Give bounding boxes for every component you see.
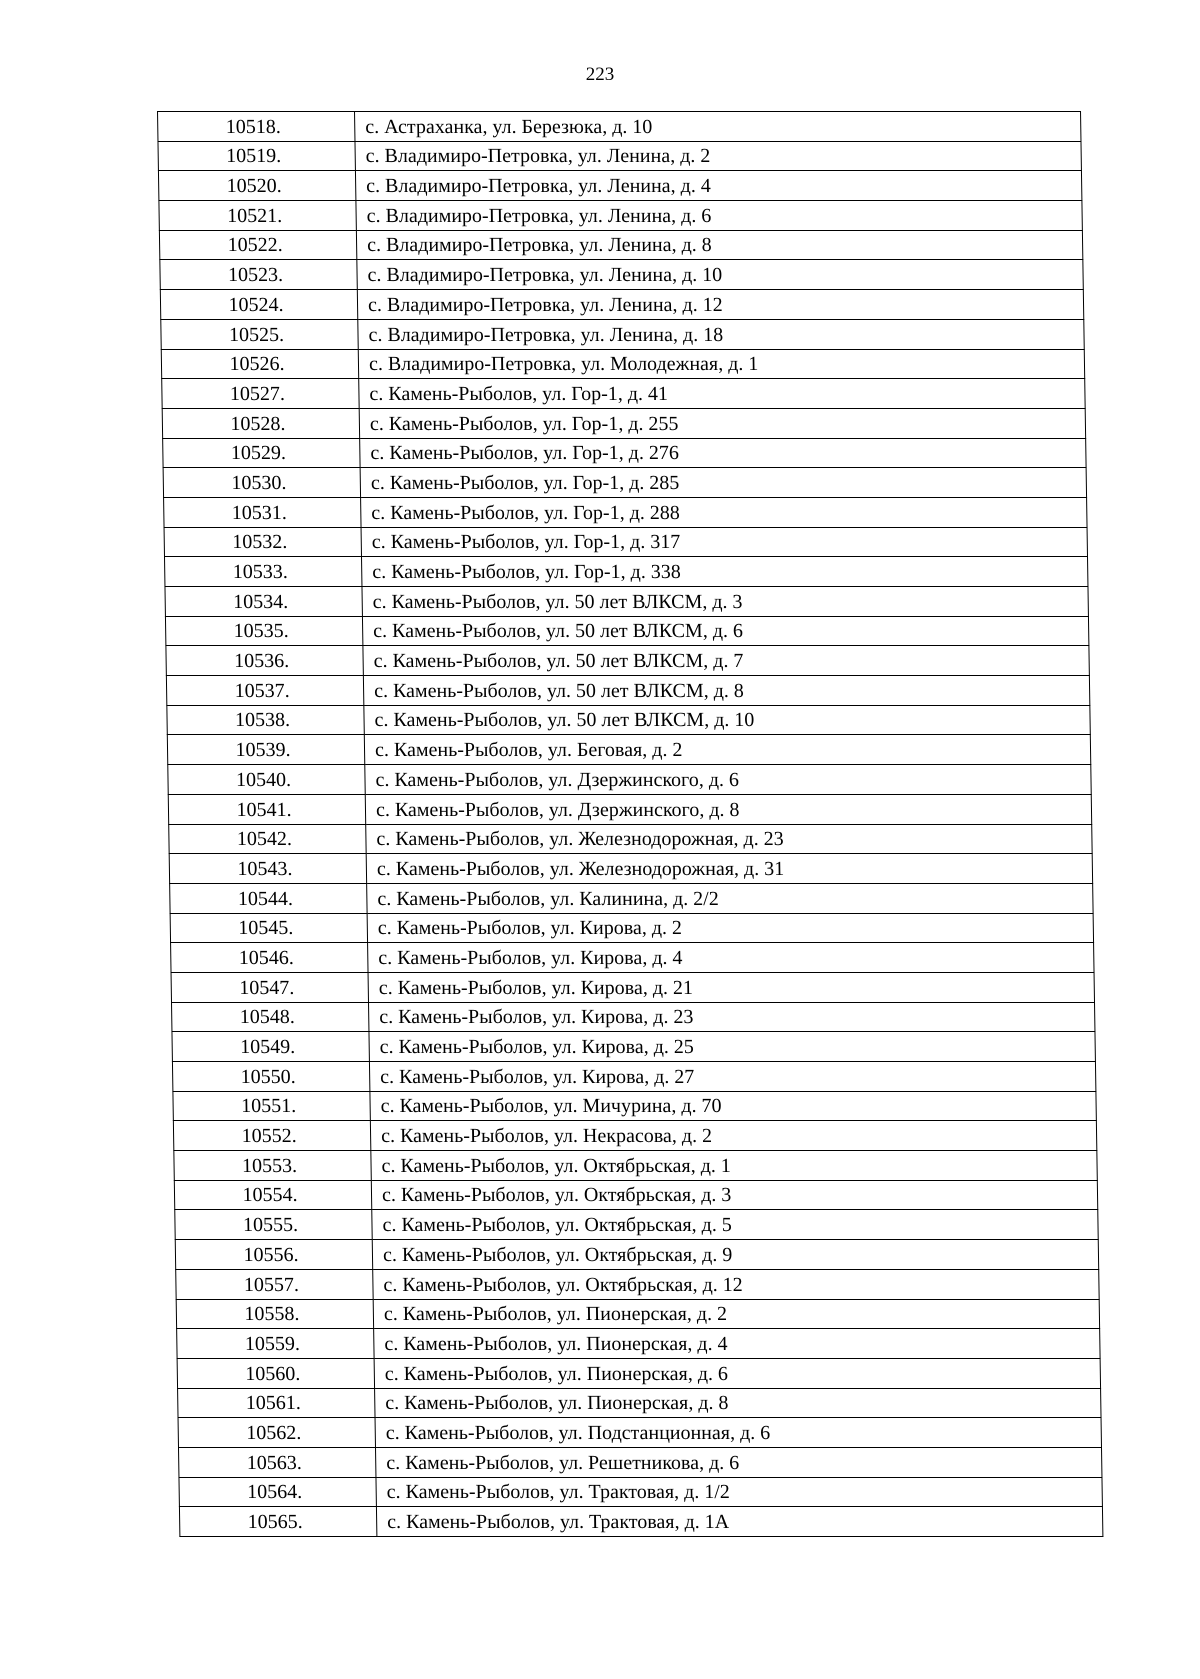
table-row <box>165 616 1088 646</box>
table-row <box>178 1388 1101 1418</box>
address-table-body <box>158 112 1103 1537</box>
row-number: 10533. <box>165 557 362 587</box>
row-number: 10529. <box>163 438 360 468</box>
row-address: с. Камень-Рыболов, ул. Октябрьская, д. 1 <box>371 1151 1097 1181</box>
row-address: с. Владимиро-Петровка, ул. Ленина, д. 10 <box>357 260 1083 290</box>
row-number: 10551. <box>173 1091 370 1121</box>
table-row <box>165 557 1088 587</box>
table-row <box>159 201 1082 231</box>
table-row <box>166 676 1089 706</box>
row-address: с. Камень-Рыболов, ул. 50 лет ВЛКСМ, д. 7 <box>363 646 1089 676</box>
row-address: с. Камень-Рыболов, ул. Железнодорожная, д. 31 <box>366 854 1092 884</box>
row-number: 10558. <box>176 1299 373 1329</box>
row-number: 10539. <box>167 735 364 765</box>
row-number: 10550. <box>172 1062 369 1092</box>
table-row <box>171 1002 1094 1032</box>
table-row <box>177 1358 1100 1388</box>
table-row <box>176 1299 1099 1329</box>
table-row <box>160 260 1083 290</box>
table-row <box>178 1447 1101 1477</box>
table-row <box>177 1329 1100 1359</box>
row-number: 10523. <box>160 260 357 290</box>
row-address: с. Владимиро-Петровка, ул. Ленина, д. 18 <box>358 319 1084 349</box>
row-address: с. Владимиро-Петровка, ул. Молодежная, д. 1 <box>358 349 1084 379</box>
row-address: с. Камень-Рыболов, ул. Гор-1, д. 276 <box>360 438 1086 468</box>
table-row <box>172 1032 1095 1062</box>
row-number: 10563. <box>178 1447 375 1477</box>
row-number: 10538. <box>167 705 364 735</box>
row-number: 10546. <box>171 943 368 973</box>
table-row <box>167 705 1090 735</box>
row-number: 10521. <box>159 201 356 231</box>
row-number: 10524. <box>160 290 357 320</box>
table-row <box>175 1240 1098 1270</box>
row-address: с. Камень-Рыболов, ул. Октябрьская, д. 9 <box>372 1240 1098 1270</box>
table-row <box>167 735 1090 765</box>
row-address: с. Владимиро-Петровка, ул. Ленина, д. 6 <box>356 201 1082 231</box>
row-number: 10561. <box>178 1388 375 1418</box>
row-number: 10545. <box>170 913 367 943</box>
row-number: 10548. <box>171 1002 368 1032</box>
row-number: 10556. <box>175 1240 372 1270</box>
row-number: 10527. <box>162 379 359 409</box>
row-address: с. Камень-Рыболов, ул. Трактовая, д. 1/2 <box>376 1477 1102 1507</box>
row-address: с. Камень-Рыболов, ул. Гор-1, д. 288 <box>361 497 1087 527</box>
row-number: 10534. <box>165 587 362 617</box>
row-address: с. Камень-Рыболов, ул. Калинина, д. 2/2 <box>367 883 1093 913</box>
table-row <box>160 290 1083 320</box>
table-row <box>169 854 1092 884</box>
row-number: 10557. <box>176 1269 373 1299</box>
table-row <box>173 1121 1096 1151</box>
row-address: с. Камень-Рыболов, ул. Беговая, д. 2 <box>364 735 1090 765</box>
row-number: 10525. <box>161 319 358 349</box>
table-row <box>176 1269 1099 1299</box>
table-row <box>163 438 1086 468</box>
table-row <box>168 765 1091 795</box>
table-row <box>174 1151 1097 1181</box>
address-table-wrapper <box>157 111 1103 1537</box>
table-row <box>161 349 1084 379</box>
row-address: с. Камень-Рыболов, ул. Октябрьская, д. 3 <box>371 1180 1097 1210</box>
table-row <box>159 230 1082 260</box>
row-address: с. Камень-Рыболов, ул. 50 лет ВЛКСМ, д. 3 <box>362 587 1088 617</box>
row-number: 10532. <box>164 527 361 557</box>
row-address: с. Камень-Рыболов, ул. 50 лет ВЛКСМ, д. 8 <box>363 676 1089 706</box>
table-row <box>164 527 1087 557</box>
table-row <box>172 1062 1095 1092</box>
table-row <box>179 1507 1102 1537</box>
row-address: с. Камень-Рыболов, ул. Трактовая, д. 1А <box>376 1507 1102 1537</box>
row-number: 10564. <box>179 1477 376 1507</box>
row-address: с. Камень-Рыболов, ул. Пионерская, д. 8 <box>375 1388 1101 1418</box>
row-address: с. Астраханка, ул. Березюка, д. 10 <box>355 112 1081 142</box>
row-number: 10526. <box>161 349 358 379</box>
row-address: с. Камень-Рыболов, ул. Подстанционная, д. 6 <box>375 1418 1101 1448</box>
row-address: с. Камень-Рыболов, ул. 50 лет ВЛКСМ, д. 6 <box>362 616 1088 646</box>
table-row <box>170 883 1093 913</box>
row-address: с. Камень-Рыболов, ул. Дзержинского, д. 6 <box>365 765 1091 795</box>
table-row <box>161 319 1084 349</box>
row-number: 10565. <box>179 1507 376 1537</box>
table-row <box>175 1210 1098 1240</box>
row-number: 10562. <box>178 1418 375 1448</box>
row-address: с. Камень-Рыболов, ул. Решетникова, д. 6 <box>375 1447 1101 1477</box>
table-row <box>158 141 1081 171</box>
page-number: 223 <box>585 64 615 85</box>
table-row <box>178 1418 1101 1448</box>
row-number: 10552. <box>173 1121 370 1151</box>
table-row <box>174 1180 1097 1210</box>
row-address: с. Камень-Рыболов, ул. Кирова, д. 21 <box>368 972 1094 1002</box>
row-address: с. Камень-Рыболов, ул. Гор-1, д. 41 <box>359 379 1085 409</box>
address-table <box>157 111 1103 1537</box>
row-number: 10560. <box>177 1358 374 1388</box>
table-row <box>173 1091 1096 1121</box>
row-address: с. Камень-Рыболов, ул. Железнодорожная, д. 23 <box>366 824 1092 854</box>
table-row <box>166 646 1089 676</box>
table-row <box>158 171 1081 201</box>
row-number: 10554. <box>174 1180 371 1210</box>
row-address: с. Камень-Рыболов, ул. Гор-1, д. 255 <box>359 408 1085 438</box>
row-number: 10530. <box>163 468 360 498</box>
row-address: с. Владимиро-Петровка, ул. Ленина, д. 12 <box>357 290 1083 320</box>
row-address: с. Владимиро-Петровка, ул. Ленина, д. 8 <box>356 230 1082 260</box>
row-number: 10536. <box>166 646 363 676</box>
row-number: 10547. <box>171 972 368 1002</box>
row-address: с. Камень-Рыболов, ул. 50 лет ВЛКСМ, д. 10 <box>364 705 1090 735</box>
table-row <box>169 824 1092 854</box>
row-number: 10531. <box>164 497 361 527</box>
table-row <box>165 587 1088 617</box>
row-number: 10520. <box>158 171 355 201</box>
row-number: 10549. <box>172 1032 369 1062</box>
table-row <box>171 943 1094 973</box>
table-row <box>179 1477 1102 1507</box>
row-number: 10518. <box>158 112 355 142</box>
row-address: с. Камень-Рыболов, ул. Гор-1, д. 285 <box>360 468 1086 498</box>
row-number: 10541. <box>168 794 365 824</box>
table-row <box>163 468 1086 498</box>
table-row <box>168 794 1091 824</box>
row-address: с. Камень-Рыболов, ул. Октябрьская, д. 5 <box>372 1210 1098 1240</box>
row-number: 10544. <box>170 883 367 913</box>
row-address: с. Камень-Рыболов, ул. Гор-1, д. 338 <box>362 557 1088 587</box>
row-number: 10555. <box>175 1210 372 1240</box>
row-address: с. Владимиро-Петровка, ул. Ленина, д. 4 <box>355 171 1081 201</box>
row-address: с. Камень-Рыболов, ул. Кирова, д. 25 <box>369 1032 1095 1062</box>
row-address: с. Камень-Рыболов, ул. Кирова, д. 4 <box>368 943 1094 973</box>
row-address: с. Камень-Рыболов, ул. Дзержинского, д. 8 <box>365 794 1091 824</box>
row-number: 10540. <box>168 765 365 795</box>
table-row <box>164 497 1087 527</box>
row-address: с. Камень-Рыболов, ул. Пионерская, д. 6 <box>374 1358 1100 1388</box>
row-number: 10559. <box>177 1329 374 1359</box>
table-row <box>162 379 1085 409</box>
table-row <box>171 972 1094 1002</box>
row-number: 10528. <box>162 408 359 438</box>
row-address: с. Камень-Рыболов, ул. Пионерская, д. 4 <box>374 1329 1100 1359</box>
row-address: с. Камень-Рыболов, ул. Кирова, д. 2 <box>367 913 1093 943</box>
row-address: с. Камень-Рыболов, ул. Кирова, д. 23 <box>368 1002 1094 1032</box>
row-address: с. Камень-Рыболов, ул. Кирова, д. 27 <box>369 1062 1095 1092</box>
row-number: 10543. <box>169 854 366 884</box>
row-address: с. Камень-Рыболов, ул. Гор-1, д. 317 <box>361 527 1087 557</box>
table-row <box>162 408 1085 438</box>
row-number: 10553. <box>174 1151 371 1181</box>
row-address: с. Камень-Рыболов, ул. Мичурина, д. 70 <box>370 1091 1096 1121</box>
row-number: 10519. <box>158 141 355 171</box>
row-address: с. Камень-Рыболов, ул. Октябрьская, д. 12 <box>373 1269 1099 1299</box>
row-number: 10535. <box>165 616 362 646</box>
table-row <box>158 112 1081 142</box>
row-number: 10542. <box>169 824 366 854</box>
table-row <box>170 913 1093 943</box>
row-address: с. Владимиро-Петровка, ул. Ленина, д. 2 <box>355 141 1081 171</box>
row-number: 10522. <box>159 230 356 260</box>
row-address: с. Камень-Рыболов, ул. Пионерская, д. 2 <box>373 1299 1099 1329</box>
row-number: 10537. <box>166 676 363 706</box>
row-address: с. Камень-Рыболов, ул. Некрасова, д. 2 <box>370 1121 1096 1151</box>
